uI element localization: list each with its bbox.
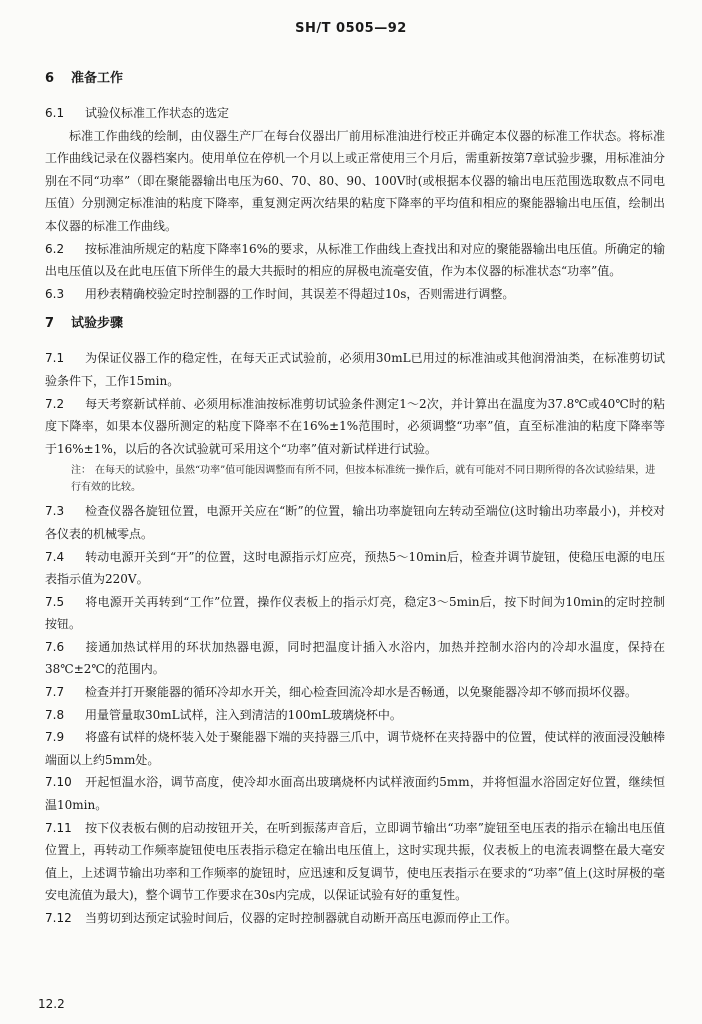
clause-6-1-body: 标准工作曲线的绘制，由仪器生产厂在每台仪器出厂前用标准油进行校正并确定本仪器的标准工作状态。将标准工作曲线记录在仪器档案内。使用单位在停机一个月以上或正常使用三个月后，需重新按第7章试验步骤，用标准油分别在不同“功率”（即在聚能器输出电压为60、70、80、90、100V时(或根据本仪器的输出电压范围选取数点不同电压值）分别测定标准油的粘度下降率，重复测定两次结果的粘度下降率的平均值和相应的聚能器输出电压值，绘制出本仪器的标准工作曲线。	[45, 128, 665, 233]
clause-text: 检查并打开聚能器的循环冷却水开关，细心检查回流冷却水是否畅通，以免聚能器冷却不够而损坏仪器。	[85, 685, 638, 700]
clause-6-3	[45, 283, 665, 306]
clause-number: 7.8	[45, 707, 65, 722]
clause-7-2	[45, 393, 665, 461]
section-6-number: 6	[45, 71, 55, 86]
clause-number: 7.5	[45, 594, 65, 609]
clause-number: 7.2	[45, 396, 65, 411]
clause-7-1	[45, 347, 665, 392]
clause-number: 7.7	[45, 685, 65, 700]
clause-text: 将电源开关再转到“工作”位置，操作仪表板上的指示灯亮，稳定3～5min后，按下时间为10min的定时控制按钮。	[45, 594, 665, 632]
clause-text: 开起恒温水浴，调节高度，使冷却水面高出玻璃烧杯内试样液面约5mm，并将恒温水浴固定好位置，继续恒温10min。	[45, 775, 665, 813]
clause-7-2-note	[45, 462, 665, 496]
clause-text: 接通加热试样用的环状加热器电源，同时把温度计插入水浴内，加热并控制水浴内的冷却水温度，保持在38℃±2℃的范围内。	[45, 639, 665, 677]
clause-number: 7.4	[45, 549, 65, 564]
section-6-title: 准备工作	[71, 71, 124, 86]
clause-number: 6.1	[45, 106, 65, 120]
section-7-title: 试验步骤	[71, 316, 124, 332]
clause-7-10	[45, 771, 665, 816]
document-body	[45, 70, 665, 930]
clause-number: 6.3	[45, 286, 65, 301]
clause-number: 6.2	[45, 241, 65, 256]
clause-number: 7.12	[45, 911, 72, 925]
clause-number: 7.11	[45, 820, 72, 835]
clause-number: 7.6	[45, 639, 65, 654]
clause-text: 按标准油所规定的粘度下降率16%的要求，从标准工作曲线上查找出和对应的聚能器输出电压值。所确定的输出电压值以及在此电压值下所伴生的最大共振时的相应的屏极电流毫安值，作为本仪器的标准状态“功率”值。	[45, 241, 665, 279]
clause-6-1	[45, 102, 665, 125]
clause-text: 用量管量取30mL试样，注入到清洁的100mL玻璃烧杯中。	[85, 707, 402, 722]
clause-7-11	[45, 817, 665, 907]
clause-number: 7.3	[45, 504, 65, 519]
clause-text: 用秒表精确校验定时控制器的工作时间，其误差不得超过10s，否则需进行调整。	[85, 286, 515, 301]
section-6-heading	[45, 70, 665, 88]
clause-number: 7.10	[45, 775, 72, 790]
clause-7-6	[45, 636, 665, 681]
clause-7-7	[45, 681, 665, 704]
clause-text: 每天考察新试样前、必须用标准油按标准剪切试验条件测定1～2次，并计算出在温度为37.8℃或40℃时的粘度下降率，如果本仪器所测定的粘度下降率不在16%±1%范围时，必须调整“功率”值，直至标准油的粘度下降率等于16%±1%，以后的各次试验就可采用这个“功率”值对新试样进行试验。	[45, 396, 665, 456]
clause-number: 7.1	[45, 351, 65, 366]
clause-text: 按下仪表板右侧的启动按钮开关，在听到振荡声音后，立即调节输出“功率”旋钮至电压表的指示在输出电压值位置上，再转动工作频率旋钮使电压表指示稳定在输出电压值上，这时实现共振，仪表板上的电流表调整在最大毫安值上，上述调节输出功率和工作频率的旋钮时，应迅速和反复调节，使电压表指示在要求的“功率”值上(这时屏极的毫安电流值为最大)，整个调节工作要求在30s内完成，以保证试验有好的重复性。	[45, 820, 665, 903]
page-header: SH/T 0505—92	[295, 21, 407, 36]
note-label: 注：	[71, 465, 91, 477]
clause-7-3	[45, 500, 665, 545]
clause-text: 检查仪器各旋钮位置，电源开关应在“断”的位置，输出功率旋钮向左转动至端位(这时输出功率最小)，并校对各仪表的机械零点。	[45, 504, 665, 541]
section-7-heading	[45, 315, 665, 333]
clause-6-2	[45, 238, 665, 283]
clause-7-12	[45, 907, 665, 930]
note-text: 在每天的试验中，虽然“功率”值可能因调整而有所不同，但按本标准统一操作后，就有可能对不同日期所得的各次试验结果，进行有效的比较。	[71, 465, 656, 494]
clause-number: 7.9	[45, 730, 65, 745]
page-number: 12.2	[38, 997, 65, 1011]
clause-text: 当剪切到达预定试验时间后，仪器的定时控制器就自动断开高压电源而停止工作。	[85, 911, 518, 925]
clause-7-9	[45, 726, 665, 771]
clause-7-4	[45, 546, 665, 591]
clause-7-5	[45, 591, 665, 636]
section-7-number: 7	[45, 316, 55, 332]
clause-text: 将盛有试样的烧杯装入处于聚能器下端的夹持器三爪中，调节烧杯在夹持器中的位置，使试样的液面浸没触棒端面以上约5mm处。	[45, 730, 665, 767]
clause-text: 为保证仪器工作的稳定性，在每天正式试验前，必须用30mL已用过的标准油或其他润滑油类，在标准剪切试验条件下，工作15min。	[45, 351, 665, 388]
clause-text: 转动电源开关到“开”的位置，这时电源指示灯应亮，预热5～10min后，检查并调节旋钮，使稳压电源的电压表指示值为220V。	[45, 549, 665, 587]
clause-text: 试验仪标准工作状态的选定	[85, 106, 230, 120]
clause-7-8	[45, 704, 665, 727]
